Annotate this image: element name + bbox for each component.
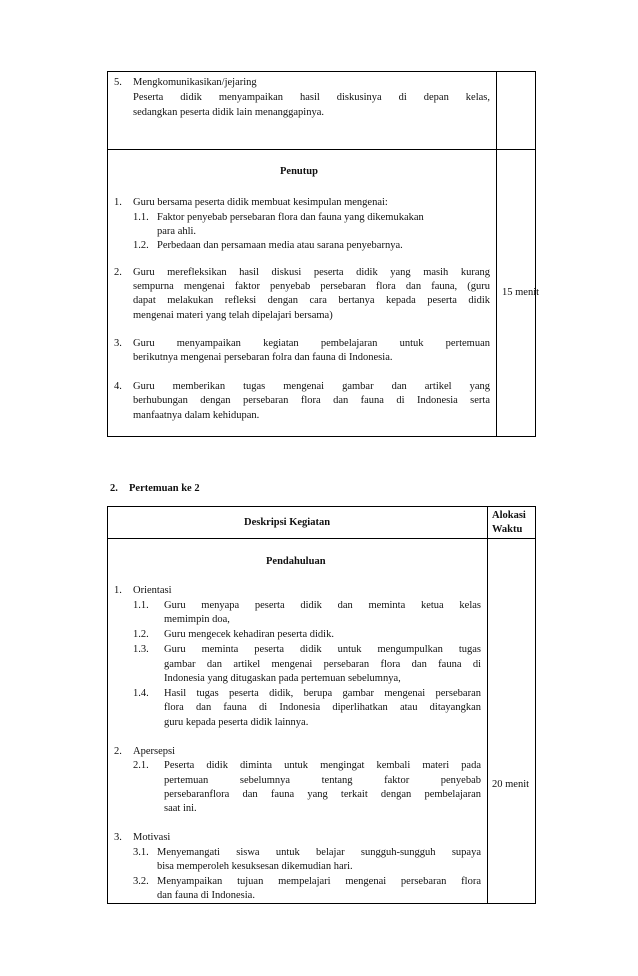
motivasi-title: Motivasi xyxy=(133,832,171,843)
table2-header-waktu: Waktu xyxy=(492,524,523,535)
motivasi-3-1-line1: Menyemangati siswa untuk belajar sungguh-sungguh supaya xyxy=(157,847,481,858)
penutup-item3-line1: Guru menyampaikan kegiatan pembelajaran untuk pertemuan xyxy=(133,338,490,349)
penutup-item4-line3: manfaatnya dalam kehidupan. xyxy=(133,410,260,421)
penutup-item2-number: 2. xyxy=(114,267,122,278)
orientasi-1-4-line3: guru kepada peserta didik lainnya. xyxy=(164,717,309,728)
apersepsi-title: Apersepsi xyxy=(133,746,175,757)
table1-row5-time-cell xyxy=(496,71,536,150)
section2-number: 2. xyxy=(110,483,118,494)
orientasi-1-1-number: 1.1. xyxy=(133,600,149,611)
orientasi-number: 1. xyxy=(114,585,122,596)
apersepsi-2-1-number: 2.1. xyxy=(133,760,149,771)
penutup-time: 15 menit xyxy=(502,287,540,298)
orientasi-1-1-line1: Guru menyapa peserta didik dan meminta ketua kelas xyxy=(164,600,481,611)
penutup-item1-1-cont: para ahli. xyxy=(157,226,197,237)
penutup-heading: Penutup xyxy=(280,166,318,177)
penutup-item2-line4: mengenai materi yang telah dipelajari bersama) xyxy=(133,310,333,321)
apersepsi-2-1-line2: pertemuan sebelumnya tentang faktor penyebab xyxy=(164,775,481,786)
penutup-item1-number: 1. xyxy=(114,197,122,208)
penutup-item4-line2: berhubungan dengan persebaran flora dan fauna di Indonesia serta xyxy=(133,395,490,406)
section2-title: Pertemuan ke 2 xyxy=(129,483,200,494)
apersepsi-2-1-line4: saat ini. xyxy=(164,803,197,814)
penutup-item3-line2: berikutnya mengenai persebaran folra dan fauna di Indonesia. xyxy=(133,352,393,363)
motivasi-3-2-line2: dan fauna di Indonesia. xyxy=(157,890,255,901)
penutup-item2-line1: Guru merefleksikan hasil diskusi peserta didik yang masih kurang xyxy=(133,267,490,278)
penutup-item1-1-number: 1.1. xyxy=(133,212,149,223)
penutup-item2-line2: sempurna mengenai faktor penyebab persebaran flora dan fauna, (guru xyxy=(133,281,490,292)
item5-title: Mengkomunikasikan/jejaring xyxy=(133,77,257,88)
penutup-item3-number: 3. xyxy=(114,338,122,349)
orientasi-1-4-line1: Hasil tugas peserta didik, berupa gambar mengenai persebaran xyxy=(164,688,481,699)
orientasi-1-1-line2: memimpin doa, xyxy=(164,614,230,625)
penutup-item1-1-text: Faktor penyebab persebaran flora dan fauna yang dikemukakan xyxy=(157,212,424,223)
table2-body-time-cell xyxy=(487,538,536,904)
penutup-item1-2-text: Perbedaan dan persamaan media atau sarana penyebarnya. xyxy=(157,240,403,251)
motivasi-number: 3. xyxy=(114,832,122,843)
table2-header-alokasi: Alokasi xyxy=(492,510,526,521)
orientasi-1-2-line1: Guru mengecek kehadiran peserta didik. xyxy=(164,629,334,640)
orientasi-1-3-line2: gambar dan artikel mengenai persebaran flora dan fauna di xyxy=(164,659,481,670)
pendahuluan-heading: Pendahuluan xyxy=(266,556,326,567)
item5-number: 5. xyxy=(114,77,122,88)
orientasi-1-4-number: 1.4. xyxy=(133,688,149,699)
orientasi-1-4-line2: flora dan fauna di Indonesia diperlihatkan atau ditayangkan xyxy=(164,702,481,713)
motivasi-3-1-number: 3.1. xyxy=(133,847,149,858)
orientasi-title: Orientasi xyxy=(133,585,172,596)
orientasi-1-2-number: 1.2. xyxy=(133,629,149,640)
orientasi-1-3-number: 1.3. xyxy=(133,644,149,655)
motivasi-3-2-line1: Menyampaikan tujuan mempelajari mengenai persebaran flora xyxy=(157,876,481,887)
item5-text-line1: Peserta didik menyampaikan hasil diskusinya di depan kelas, xyxy=(133,92,490,103)
penutup-item4-line1: Guru memberikan tugas mengenai gambar dan artikel yang xyxy=(133,381,490,392)
apersepsi-2-1-line3: persebaranflora dan fauna yang terkait dengan pembelajaran xyxy=(164,789,481,800)
motivasi-3-2-number: 3.2. xyxy=(133,876,149,887)
pendahuluan-time: 20 menit xyxy=(492,779,530,790)
orientasi-1-3-line1: Guru meminta peserta didik untuk mengumpulkan tugas xyxy=(164,644,481,655)
penutup-item1-2-number: 1.2. xyxy=(133,240,149,251)
penutup-item4-number: 4. xyxy=(114,381,122,392)
apersepsi-2-1-line1: Peserta didik diminta untuk mengingat kembali materi pada xyxy=(164,760,481,771)
penutup-item1-text: Guru bersama peserta didik membuat kesimpulan mengenai: xyxy=(133,197,388,208)
apersepsi-number: 2. xyxy=(114,746,122,757)
motivasi-3-1-line2: bisa memperoleh kesuksesan dikemudian hari. xyxy=(157,861,353,872)
penutup-item2-line3: dapat melakukan refleksi dengan cara bertanya kepada peserta didik xyxy=(133,295,490,306)
table2-header-description: Deskripsi Kegiatan xyxy=(244,517,331,528)
orientasi-1-3-line3: Indonesia yang ditugaskan pada pertemuan sebelumnya, xyxy=(164,673,401,684)
item5-text-line2: sedangkan peserta didik lain menanggapinya. xyxy=(133,107,324,118)
